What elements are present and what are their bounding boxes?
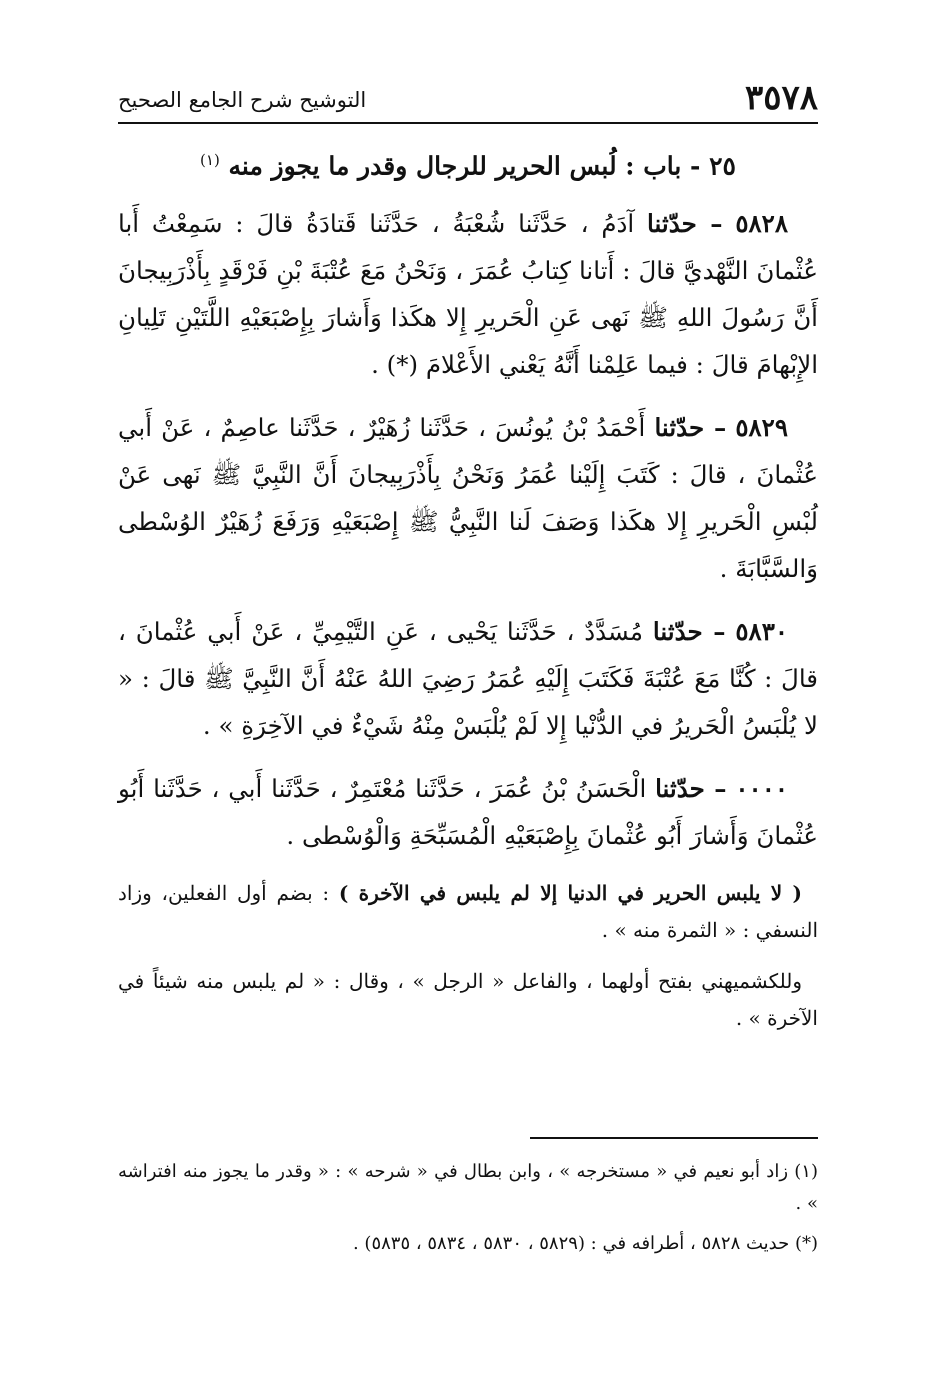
commentary-paragraph xyxy=(118,963,818,1037)
hadith-0000: ٠٠٠٠ – حدّثنا الْحَسَنُ بْنُ عُمَرَ ، حَدَّثَنا مُعْتَمِرٌ ، حَدَّثَنا أَبي ، حَدَّثَنا أَبُو عُثْمانَ وَأَشارَ أَبُو عُثْمانَ بِإِصْبَعَيْهِ الْمُسَبِّحَةِ وَالْوُسْطى . xyxy=(118,774,818,851)
footnote-star: (*) حديث ٥٨٢٨ ، أطرافه في : (٥٨٢٩ ، ٥٨٣٠ ، ٥٨٣٤ ، ٥٨٣٥) . xyxy=(352,1233,818,1254)
hadith-lead-word: حدّثنا xyxy=(654,413,705,443)
hadith-text: مُسَدَّدٌ ، حَدَّثَنا يَحْيى ، عَنِ التَّيْمِيِّ ، عَنْ أَبي عُثْمانَ ، قالَ : كُنَّا مَعَ عُتْبَةَ فَكَتَبَ إِلَيْهِ عُمَرُ رَضِيَ اللهُ عَنْهُ أَنَّ النَّبِيَّ ﷺ قالَ : « لا يُلْبَسُ الْحَريرُ في الدُّنْيا إِلا لَمْ يُلْبَسْ مِنْهُ شَيْءٌ في الآخِرَةِ » . xyxy=(118,617,818,741)
hadith-number: ٥٨٢٩ xyxy=(735,413,788,443)
page-number: ٣٥٧٨ xyxy=(744,78,818,118)
footnote-divider xyxy=(530,1137,818,1139)
commentary-text: وللكشميهني بفتح أولهما ، والفاعل « الرجل » ، وقال : « لم يلبس منه شيئاً في الآخرة » . xyxy=(118,969,818,1031)
hadith-lead-word: حدّثنا xyxy=(647,209,697,239)
running-header xyxy=(118,78,818,124)
commentary-text: : بضم أول الفعلين، وزاد النسفي : « الثمرة منه » . xyxy=(118,881,818,943)
hadith-text: أَحْمَدُ بْنُ يُونُسَ ، حَدَّثَنا زُهَيْرٌ ، حَدَّثَنا عاصِمٌ ، عَنْ أَبي عُثْمانَ ، قالَ : كَتَبَ إِلَيْنا عُمَرُ وَنَحْنُ بِأَذْرَبِيجانَ أَنَّ النَّبِيَّ ﷺ نَهى عَنْ لُبْسِ الْحَريرِ إِلا هكَذا وَصَفَ لَنا النَّبِيُّ ﷺ إِصْبَعَيْهِ وَرَفَعَ زُهَيْرٌ الوُسْطى وَالسَّبَّابَةَ . xyxy=(118,413,818,584)
footnotes xyxy=(118,1156,818,1268)
commentary-paragraph xyxy=(118,875,818,949)
book-title: التوشيح شرح الجامع الصحيح xyxy=(118,88,367,112)
hadith-lead-word: حدّثنا xyxy=(655,774,705,804)
hadith-5829: ٥٨٢٩ – حدّثنا أَحْمَدُ بْنُ يُونُسَ ، حَدَّثَنا زُهَيْرٌ ، حَدَّثَنا عاصِمٌ ، عَنْ أَبي عُثْمانَ ، قالَ : كَتَبَ إِلَيْنا عُمَرُ وَنَحْنُ بِأَذْرَبِيجانَ أَنَّ النَّبِيَّ ﷺ نَهى عَنْ لُبْسِ الْحَريرِ إِلا هكَذا وَصَفَ لَنا النَّبِيُّ ﷺ إِصْبَعَيْهِ وَرَفَعَ زُهَيْرٌ الوُسْطى وَالسَّبَّابَةَ . xyxy=(118,413,818,584)
footnote-marker: (١) xyxy=(200,151,220,169)
hadith-text: آدَمُ ، حَدَّثَنا شُعْبَةُ ، حَدَّثَنا قَتادَةُ قالَ : سَمِعْتُ أَبا عُثْمانَ النَّهْديَّ قالَ : أَتانا كِتابُ عُمَرَ ، وَنَحْنُ مَعَ عُتْبَةَ بْنِ فَرْقَدٍ بِأَذْرَبِيجانَ أَنَّ رَسُولَ اللهِ ﷺ نَهى عَنِ الْحَريرِ إِلا هكَذا وَأَشارَ بِإِصْبَعَيْهِ اللَّتَيْنِ تَلِيانِ الإِبْهامَ قالَ : فيما عَلِمْنا أَنَّهُ يَعْني الأَعْلامَ (*) . xyxy=(118,209,818,380)
footnote-1: (١) زاد أبو نعيم في « مستخرجه » ، وابن بطال في « شرحه » : « وقدر ما يجوز منه افتراشه » . xyxy=(118,1161,818,1214)
chapter-heading-text: ٢٥ - باب : لُبس الحرير للرجال وقدر ما يجوز منه xyxy=(228,151,736,181)
hadith-number: ٥٨٣٠ xyxy=(735,617,789,647)
hadith-number: ٠٠٠٠ xyxy=(735,774,789,804)
hadith-5828: ٥٨٢٨ – حدّثنا آدَمُ ، حَدَّثَنا شُعْبَةُ ، حَدَّثَنا قَتادَةُ قالَ : سَمِعْتُ أَبا عُثْمانَ النَّهْديَّ قالَ : أَتانا كِتابُ عُمَرَ ، وَنَحْنُ مَعَ عُتْبَةَ بْنِ فَرْقَدٍ بِأَذْرَبِيجانَ أَنَّ رَسُولَ اللهِ ﷺ نَهى عَنِ الْحَريرِ إِلا هكَذا وَأَشارَ بِإِصْبَعَيْهِ اللَّتَيْنِ تَلِيانِ الإِبْهامَ قالَ : فيما عَلِمْنا أَنَّهُ يَعْني الأَعْلامَ (*) . xyxy=(118,209,818,380)
hadith-text: الْحَسَنُ بْنُ عُمَرَ ، حَدَّثَنا مُعْتَمِرٌ ، حَدَّثَنا أَبي ، حَدَّثَنا أَبُو عُثْمانَ وَأَشارَ أَبُو عُثْمانَ بِإِصْبَعَيْهِ الْمُسَبِّحَةِ وَالْوُسْطى . xyxy=(118,774,818,851)
main-text xyxy=(118,140,818,1051)
hadith-number: ٥٨٢٨ xyxy=(735,209,788,239)
chapter-heading xyxy=(118,140,818,186)
hadith-5830: ٥٨٣٠ – حدّثنا مُسَدَّدٌ ، حَدَّثَنا يَحْيى ، عَنِ التَّيْمِيِّ ، عَنْ أَبي عُثْمانَ ، قالَ : كُنَّا مَعَ عُتْبَةَ فَكَتَبَ إِلَيْهِ عُمَرُ رَضِيَ اللهُ عَنْهُ أَنَّ النَّبِيَّ ﷺ قالَ : « لا يُلْبَسُ الْحَريرُ في الدُّنْيا إِلا لَمْ يُلْبَسْ مِنْهُ شَيْءٌ في الآخِرَةِ » . xyxy=(118,617,818,741)
commentary-quote: ( لا يلبس الحرير في الدنيا إلا لم يلبس في الآخرة ) xyxy=(338,881,802,906)
hadith-lead-word: حدّثنا xyxy=(652,617,703,647)
